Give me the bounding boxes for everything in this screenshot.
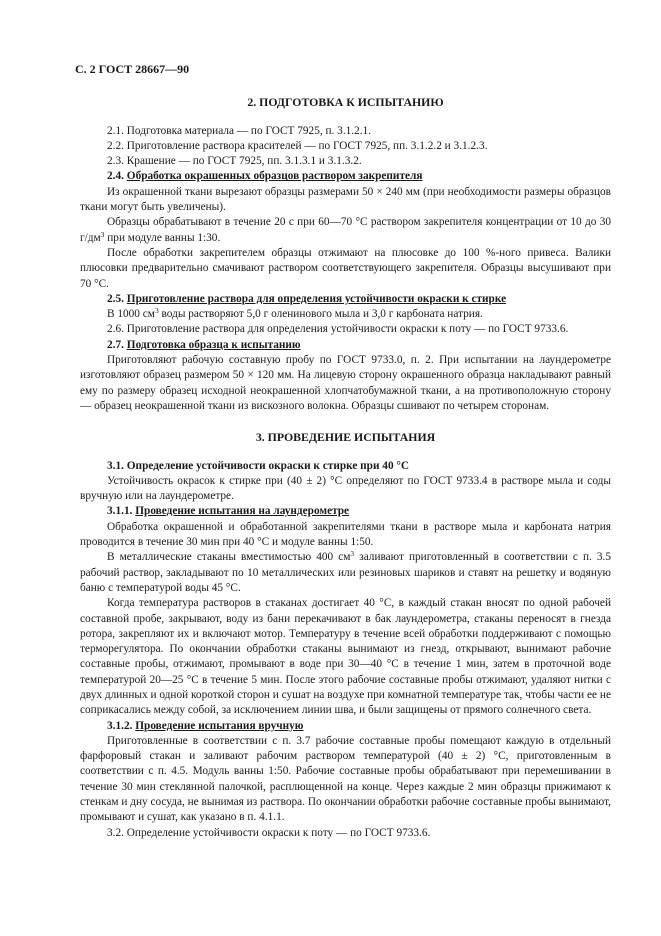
paragraph-2-4a: Из окрашенной ткани вырезают образцы размерами 50 × 240 мм (при необходимости размеры образцов ткани могут быть увеличены). [80,185,611,214]
heading-3-1-1-text: Проведение испытания на лаундерометре [135,505,350,518]
paragraph-2-4b-sup: 3 [100,229,105,239]
paragraph-2-5-post: воды растворяют 5,0 г оленинового мыла и 3,0 г карбоната натрия. [158,308,483,321]
heading-2-5 [80,292,611,307]
heading-2-4-number: 2.4. [107,170,124,183]
paragraph-3-1: Устойчивость окрасок к стирке при (40 ± 2) °С определяют по ГОСТ 9733.4 в растворе мыла и соды вручную или на лаундерометре. [80,474,611,503]
heading-2-7 [80,338,611,353]
heading-2-5-text: Приготовление раствора для определения устойчивости окраски к стирке [126,292,507,305]
paragraph-2-6: 2.6. Приготовление раствора для определения устойчивости окраски к поту — по ГОСТ 9733.6. [107,323,569,336]
heading-2-5-number: 2.5. [107,292,124,305]
heading-3-1-2-text: Проведение испытания вручную [135,719,304,732]
heading-3-1-1 [80,504,611,519]
paragraph-2-4b-post: при модуле ванны 1:30. [104,231,221,244]
paragraph-2-2: 2.2. Приготовление раствора красителей — по ГОСТ 7925, пп. 3.1.2.2 и 3.1.2.3. [107,139,488,152]
heading-2-4 [80,169,611,184]
heading-2-7-number: 2.7. [107,338,124,351]
paragraph-2-7: Приготовляют рабочую составную пробу по ГОСТ 9733.0, п. 2. При испытании на лаундерометре изготовляют образец размером 50 × 120 мм. На лицевую сторону окрашенного образца накладывают равный ему по размеру образец исходной неокрашенной хлопчатобумажной ткани, а на противоположную сторону — образец неокрашенной ткани из вискозного волокна. Образцы сшивают по четырем сторонам. [80,354,611,412]
heading-2-7-text: Подготовка образца к испытанию [126,338,301,351]
section-2-title: 2. ПОДГОТОВКА К ИСПЫТАНИЮ [247,95,444,110]
paragraph-2-4b-pre: Образцы обрабатывают в течение 20 с при 60—70 °С раствором закрепителя концентрации от 10 до 30 г/дм [80,216,611,244]
paragraph-3-1-1b-pre: В металлические стаканы вместимостью 400 см [107,551,351,564]
paragraph-2-5-pre: В 1000 см [107,308,155,321]
heading-3-1-2 [80,719,611,734]
paragraph-3-1-1b-post: заливают приготовленный в соответствии с п. 3.5 рабочий раствор, закладывают по 10 металлических или резиновых шариков и ставят на решетку и водяную баню с температурой воды 45 °С. [80,551,612,594]
paragraph-2-5-sup: 3 [154,306,159,316]
paragraph-2-5 [80,307,611,322]
paragraph-3-1-1b [80,550,611,596]
paragraph-3-1-2: Приготовленные в соответствии с п. 3.7 рабочие составные пробы помещают каждую в отдельный фарфоровый стакан и заливают рабочим раствором температурой (40 ± 2) °С, приготовленным в соответствии с п. 4.5. Модуль ванны 1:50. Рабочие составные пробы обрабатывают при перемешивании в течение 30 мин стеклянной палочкой, расплющенной на конце. Через каждые 2 мин образцы прижимают к стенкам и дну сосуда, не вынимая из раствора. По окончании обработки рабочие составные пробы вынимают, промывают и сушат, как указано в п. 4.1.1. [80,734,611,824]
heading-3-1-2-number: 3.1.2. [107,719,133,732]
paragraph-3-1-1a: Обработка окрашенной и обработанной закрепителями ткани в растворе мыла и карбоната натрия проводится в течение 30 мин при 40 °С и модуле ванны 1:50. [80,520,611,549]
heading-3-1-1-number: 3.1.1. [107,505,133,518]
paragraph-3-1-1c: Когда температура растворов в стаканах достигает 40 °С, в каждый стакан вносят по одной рабочей составной пробе, закрывают, воду из бани перекачивают в бак лаундерометра, стаканы переносят в гнезда ротора, закрепляют их и включают мотор. Температуру в течение всей обработки поддерживают с помощью терморегулятора. По окончании обработки стаканы вынимают из гнезд, открывают, вынимают рабочие составные пробы, отжимают, промывают в воде при 30—40 °С в течение 1 мин, затем в проточной воде температурой 20—25 °С в течение 5 мин. После этого рабочие составные пробы отжимают, удаляют нитки с двух длинных и одной короткой сторон и сушат на воздухе при комнатной температуре так, чтобы части ее не соприкасались между собой, за исключением линии шва, и были защищены от прямого солнечного света. [80,597,611,717]
paragraph-3-1-1b-sup: 3 [350,549,355,559]
heading-2-4-text: Обработка окрашенных образцов раствором закрепителя [126,170,423,183]
paragraph-2-4c: После обработки закрепителем образцы отжимают на плюсовке до 100 %-ного привеса. Валики плюсовки предварительно смачивают раствором соответствующего закрепителя. Образцы высушивают при 70 °С. [80,246,611,290]
section-3-title: 3. ПРОВЕДЕНИЕ ИСПЫТАНИЯ [255,430,436,445]
paragraph-2-1: 2.1. Подготовка материала — по ГОСТ 7925, п. 3.1.2.1. [107,124,372,137]
paragraph-2-3: 2.3. Крашение — по ГОСТ 7925, пп. 3.1.3.1 и 3.1.3.2. [107,155,362,168]
heading-3-1: 3.1. Определение устойчивости окраски к стирке при 40 °С [107,459,410,472]
running-head: С. 2 ГОСТ 28667—90 [75,62,190,76]
paragraph-3-2: 3.2. Определение устойчивости окраски к поту — по ГОСТ 9733.6. [107,826,431,839]
paragraph-2-4b [80,215,611,246]
